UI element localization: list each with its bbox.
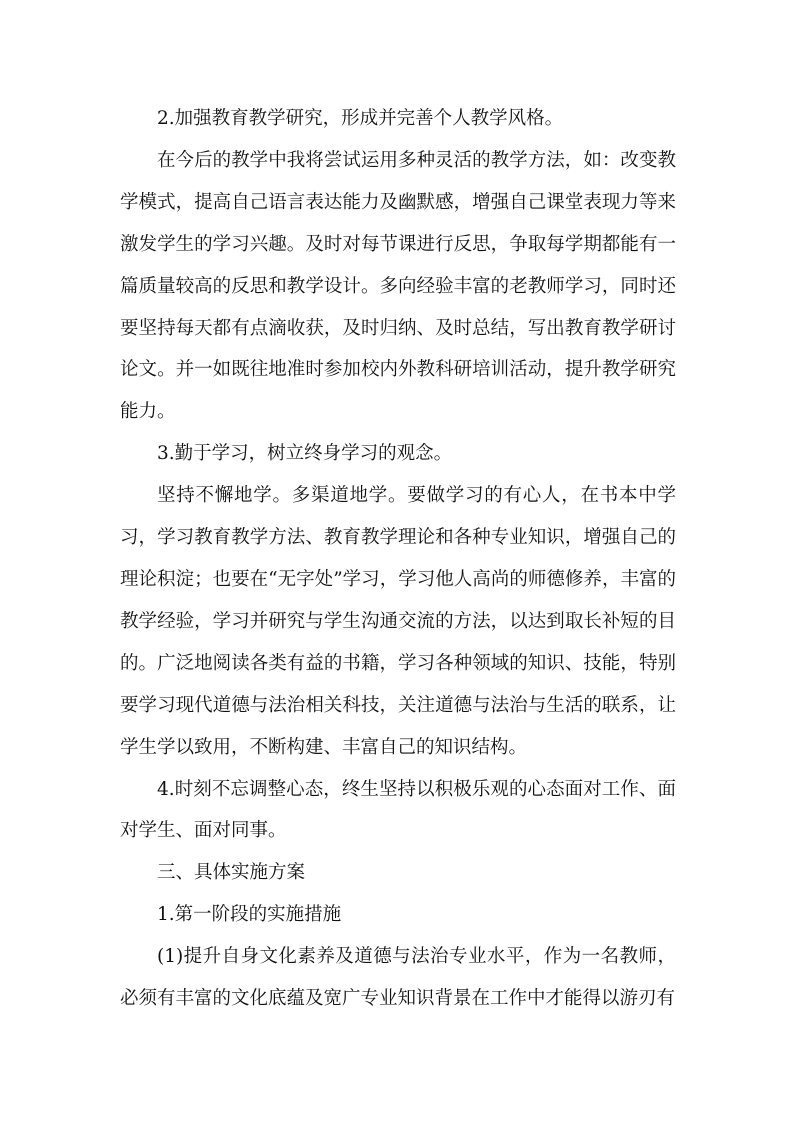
subsection-heading-phase-one: 1.第一阶段的实施措施 xyxy=(157,904,342,926)
section-heading-implementation: 三、具体实施方案 xyxy=(157,862,306,884)
section-heading-attitude: 4.时刻不忘调整心态，终生坚持以积极乐观的心态面对工作、面对学生、面对同事。 xyxy=(120,778,676,842)
document-body xyxy=(120,98,676,1020)
paragraph-phase-one-item-1: (1)提升自身文化素养及道德与法治专业水平，作为一名教师，必须有丰富的文化底蕴及宽广专业知识背景在工作中才能得以游刃有 xyxy=(120,946,676,1010)
paragraph-teaching-methods: 在今后的教学中我将尝试运用多种灵活的教学方法，如：改变教学模式，提高自己语言表达能力及幽默感，增强自己课堂表现力等来激发学生的学习兴趣。及时对每节课进行反思，争取每学期都能有一篇质量较高的反思和教学设计。多向经验丰富的老教师学习，同时还要坚持每天都有点滴收获，及时归纳、及时总结，写出教育教学研讨论文。并一如既往地准时参加校内外教科研培训活动，提升教学研究能力。 xyxy=(120,149,676,423)
paragraph-learning-approach: 坚持不懈地学。多渠道地学。要做学习的有心人，在书本中学习，学习教育教学方法、教育教学理论和各种专业知识，增强自己的理论积淀；也要在“无字处”学习，学习他人高尚的师德修养，丰富的教学经验，学习并研究与学生沟通交流的方法，以达到取长补短的目的。广泛地阅读各类有益的书籍，学习各种领域的知识、技能，特别要学习现代道德与法治相关科技，关注道德与法治与生活的联系，让学生学以致用，不断构建、丰富自己的知识结构。 xyxy=(120,485,676,758)
section-heading-research: 2.加强教育教学研究，形成并完善个人教学风格。 xyxy=(157,108,564,129)
section-heading-lifelong-learning: 3.勤于学习，树立终身学习的观念。 xyxy=(157,443,453,465)
